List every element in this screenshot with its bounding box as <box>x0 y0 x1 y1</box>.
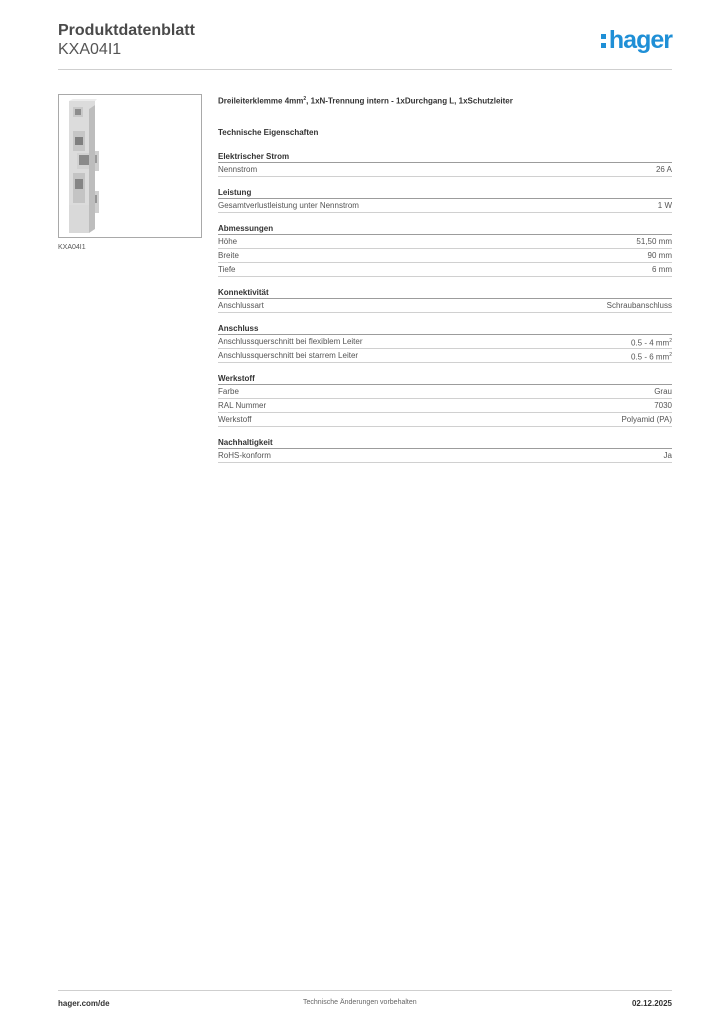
spec-label: Nennstrom <box>218 165 258 174</box>
footer-notice: Technische Änderungen vorbehalten <box>303 999 417 1006</box>
spec-value: 90 mm <box>647 251 672 260</box>
spec-group-anschluss <box>218 324 672 363</box>
footer-website: hager.com/de <box>58 999 110 1008</box>
product-code: KXA04I1 <box>58 41 122 58</box>
spec-row <box>218 299 672 313</box>
spec-group-werkstoff <box>218 374 672 427</box>
spec-value: Schraubanschluss <box>606 301 672 310</box>
spec-value: Ja <box>663 451 672 460</box>
spec-group-elektrischer-strom <box>218 152 672 177</box>
group-title: Leistung <box>218 188 672 199</box>
logo-colon-icon <box>600 30 608 48</box>
spec-label: RAL Nummer <box>218 401 267 410</box>
spec-value: 51,50 mm <box>636 237 672 246</box>
spec-group-konnektivitaet <box>218 288 672 313</box>
spec-value: Grau <box>654 387 672 396</box>
spec-value-text: 0.5 - 4 mm <box>630 338 670 348</box>
footer-date: 02.12.2025 <box>631 999 672 1008</box>
spec-value: 6 mm <box>652 265 672 274</box>
spec-label: Werkstoff <box>218 415 252 424</box>
spec-group-nachhaltigkeit <box>218 438 672 463</box>
page-title: Produktdatenblatt <box>58 22 195 39</box>
description-superscript: 2 <box>303 96 307 102</box>
group-title: Werkstoff <box>218 374 672 385</box>
description-main: Dreileiterklemme 4mm <box>218 96 304 106</box>
spec-label: Anschlussquerschnitt bei flexiblem Leiter <box>218 337 363 346</box>
logo-text: hager <box>608 26 672 54</box>
spec-value: 1 W <box>657 201 672 210</box>
product-image <box>58 94 202 238</box>
spec-row <box>218 199 672 213</box>
spec-group-abmessungen <box>218 224 672 277</box>
spec-group-leistung <box>218 188 672 213</box>
spec-value: 26 A <box>655 165 672 174</box>
spec-label: RoHS-konform <box>218 451 271 460</box>
spec-content <box>218 96 672 463</box>
group-title: Elektrischer Strom <box>218 152 672 163</box>
spec-row <box>218 449 672 463</box>
terminal-block-image <box>59 95 201 237</box>
spec-label: Farbe <box>218 387 239 396</box>
spec-value: 7030 <box>654 401 672 410</box>
spec-row <box>218 385 672 399</box>
spec-row <box>218 249 672 263</box>
spec-row <box>218 163 672 177</box>
page-footer <box>58 990 672 1012</box>
spec-row <box>218 413 672 427</box>
group-title: Anschluss <box>218 324 672 335</box>
spec-row <box>218 235 672 249</box>
group-title: Nachhaltigkeit <box>218 438 672 449</box>
spec-label: Höhe <box>218 237 238 246</box>
section-heading: Technische Eigenschaften <box>218 128 319 137</box>
group-title: Konnektivität <box>218 288 672 299</box>
hager-logo <box>600 28 672 53</box>
spec-row <box>218 263 672 277</box>
spec-label: Tiefe <box>218 265 236 274</box>
spec-value: Polyamid (PA) <box>621 415 672 424</box>
page-header <box>58 22 672 70</box>
spec-value-text: 0.5 - 6 mm <box>630 352 670 362</box>
spec-label: Gesamtverlustleistung unter Nennstrom <box>218 201 359 210</box>
spec-value <box>631 335 672 348</box>
spec-value <box>631 349 672 362</box>
spec-label: Anschlussart <box>218 301 264 310</box>
spec-row <box>218 399 672 413</box>
spec-label: Breite <box>218 251 239 260</box>
group-title: Abmessungen <box>218 224 672 235</box>
description-rest: , 1xN-Trennung intern - 1xDurchgang L, 1xSchutzleiter <box>306 96 513 106</box>
product-description <box>218 96 672 128</box>
spec-label: Anschlussquerschnitt bei starrem Leiter <box>218 351 359 360</box>
spec-row <box>218 349 672 363</box>
spec-value-superscript: 2 <box>669 338 672 344</box>
image-caption: KXA04I1 <box>58 244 86 251</box>
spec-row <box>218 335 672 349</box>
spec-value-superscript: 2 <box>669 352 672 358</box>
